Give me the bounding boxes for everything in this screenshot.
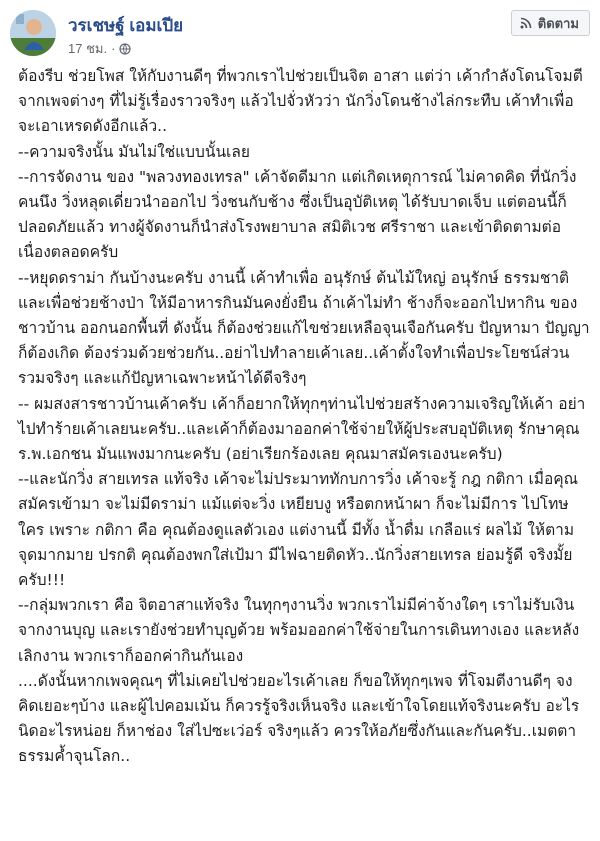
post-meta [68, 38, 131, 59]
globe-icon[interactable] [119, 43, 131, 55]
post-paragraph: ต้องรีบ ช่วยโพส ให้กับงานดีๆ ที่พวกเราไปช่วยเป็นจิต อาสา แต่ว่า เค้ากำลังโดนโจมตี จากเพจต่างๆ ที่ไม่รู้เรื่องราวจริงๆ แล้วไปจั่วหัวว่า นักวิ่งโดนช้างไล่กระทืบ เค้าทำเพื่อจะเอาเหรดดังอีกแล้ว.. [18, 67, 588, 136]
post-paragraph: --กลุ่มพวกเรา คือ จิตอาสาแท้จริง ในทุกๆงานวิ่ง พวกเราไม่มีค่าจ้างใดๆ เราไม่รับเงินจากงานบุญ และเรายังช่วยทำบุญด้วย พร้อมออกค่าใช้จ่ายในการเดินทางเอง และหลังเลิกงาน พวกเราก็ออกค่ากินกันเอง [18, 596, 580, 665]
post-paragraph: --ความจริงนั้น มันไม่ใช่แบบนั้นเลย [18, 142, 250, 161]
profile-avatar[interactable] [10, 10, 56, 56]
post-timestamp[interactable]: 17 ชม. [68, 41, 108, 56]
meta-separator: · [111, 41, 116, 56]
follow-button-label: ติดตาม [537, 15, 579, 31]
author-name[interactable]: วรเชษฐ์ เอมเปีย [68, 16, 184, 35]
post-header [10, 8, 590, 60]
post-paragraph: -- ผมสงสารชาวบ้านเค้าครับ เค้าก็อยากให้ทุกๆท่านไปช่วยสร้างความเจริญให้เค้า อย่าไปทำร้ายเค้าเลยนะครับ..และเค้าก็ต้องมาออกค่าใช้จ่ายให้ผู้ประสบอุบัติเหตุ รักษาคุณ ร.พ.เอกชน มันแพงมากนะครับ (อย่าเรียกร้องเลย คุณมาสมัครเองนะครับ) [18, 394, 586, 464]
post-paragraph: ....ดังนั้นหากเพจคุณๆ ที่ไม่เคยไปช่วยอะไรเค้าเลย ก็ขอให้ทุกๆเพจ ที่โจมตีงานดีๆ จงคิดเยอะๆบ้าง และผู้ไปคอมเม้น ก็ควรรู้จริงเห็นจริง และเข้าใจโดยแท้จริงนะครับ อะไรนิดอะไรหน่อย ก็หาช่อง ใส่ไปซะเว่อร์ จริงๆแล้ว ควรให้อภัยซึ่งกันและกันครับ..เมตตาธรรมค้ำจุนโลก.. [18, 671, 580, 766]
post-paragraph: --และนักวิ่ง สายเทรล แท้จริง เค้าจะไม่ประมาททักบการวิ่ง เค้าจะรู้ กฎ กติกา เมื่อคุณสมัครเข้ามา จะไม่มีดราม่า แม้แต่จะวิ่ง เหยียบงู หรือตกหน้าผา ก็จะไม่มีการ ไปโทษใคร เพราะ กติกา คือ คุณต้องดูแลตัวเอง แต่งานนี้ มีทั้ง น้ำดื่ม เกลือแร่ ผลไม้ ให้ตามจุดมากมาย ปรกติ คุณต้องพกใส่เป้มา มีไฟฉายติดหัว..นักวิ่งสายเทรล ย่อมรู้ดี จริงมั้ยครับ!!! [18, 470, 579, 590]
follow-button[interactable] [511, 10, 590, 36]
post-paragraph: --การจัดงาน ของ "พลวงทองเทรล" เค้าจัดดีมาก แต่เกิดเหตุการณ์ ไม่คาดคิด ที่นักวิ่งคนนึง วิ่งหลุดเดี่ยวนำออกไป วิ่งชนกับช้าง ซึ่งเป็นอุบัติเหตุ ได้รับบาดเจ็บ แต่ตอนนี้ก็ปลอดภัยแล้ว ทางผู้จัดงานก็นำส่งโรงพยาบาล สมิติเวช ศรีราชา และเข้าติดตามต่อเนื่องตลอดครับ [18, 167, 577, 262]
post-body [18, 64, 590, 770]
post-paragraph: --หยุดดราม่า กันบ้างนะครับ งานนี้ เค้าทำเพื่อ อนุรักษ์ ต้นไม้ใหญ่ อนุรักษ์ ธรรมชาติ และเพื่อช่วยช้างป่า ให้มีอาหารกินมันคงยั่งยืน ถ้าเค้าไม่ทำ ช้างก็จะออกไปหากิน ของชาวบ้าน ออกนอกพื้นที่ ดังนั้น ก็ต้องช่วยแก้ไขช่วยเหลือจุนเจือกันครับ ปัญหามา ปัญญาก็ต้องเกิด ต้องร่วมด้วยช่วยกัน..อย่าไปทำลายเค้าเลย..เค้าตั้งใจทำเพื่อประโยชน์ส่วนรวมจริงๆ และแก้ปัญหาเฉพาะหน้าได้ดีจริงๆ [18, 268, 590, 388]
avatar-image [10, 10, 56, 56]
rss-icon [520, 17, 532, 29]
